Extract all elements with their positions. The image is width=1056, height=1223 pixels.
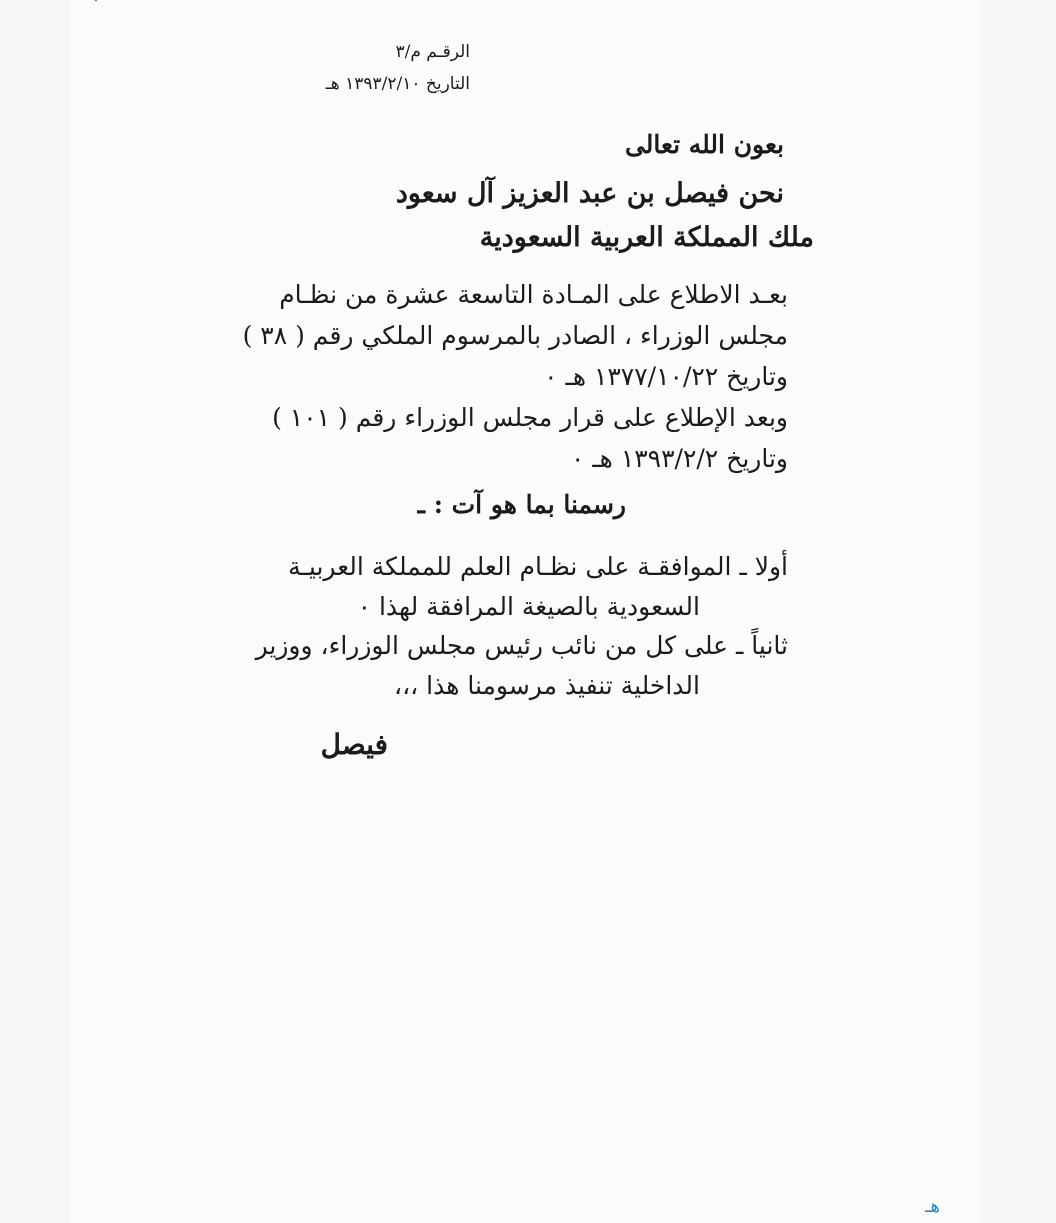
item-line: السعودية بالصيغة المرافقة لهذا ٠ <box>357 592 700 621</box>
footer-mark: هـ <box>925 1196 940 1217</box>
item-line: الداخلية تنفيذ مرسومنا هذا ،،، <box>394 671 700 700</box>
signature: فيصل <box>320 728 388 761</box>
item-second <box>248 626 788 706</box>
reference-number: الرقـم م/٣ <box>395 42 470 62</box>
item-line: ثانياً ـ على كل من نائب رئيس مجلس الوزراء، ووزير <box>255 631 788 660</box>
item-first <box>248 547 788 627</box>
item-line: أولا ـ الموافقـة على نظـام العلم للمملكة العربيـة <box>288 552 788 581</box>
paragraph-2 <box>248 397 788 479</box>
decree-phrase: رسمنا بما هو آت : ـ <box>417 490 626 519</box>
paragraph-1 <box>242 274 788 397</box>
kingdom-title: ملك المملكة العربية السعودية <box>479 222 814 253</box>
king-title: نحن فيصل بن عبد العزيز آل سعود <box>395 178 784 209</box>
reference-date: التاريخ ١٣٩٣/٢/١٠ هـ <box>325 74 470 94</box>
invocation: بعون الله تعالى <box>624 130 784 159</box>
paragraph-line: بعـد الاطلاع على المـادة التاسعة عشرة من نظـام <box>279 280 788 309</box>
paragraph-line: مجلس الوزراء ، الصادر بالمرسوم الملكي رقم ( ٣٨ ) <box>242 321 788 350</box>
paragraph-line: وبعد الإطلاع على قرار مجلس الوزراء رقم ( ١٠١ ) <box>272 403 788 432</box>
reference-block <box>326 36 470 100</box>
paragraph-line: وتاريخ ١٣٧٧/١٠/٢٢ هـ ٠ <box>544 362 788 391</box>
paragraph-line: وتاريخ ١٣٩٣/٢/٢ هـ ٠ <box>570 444 788 473</box>
